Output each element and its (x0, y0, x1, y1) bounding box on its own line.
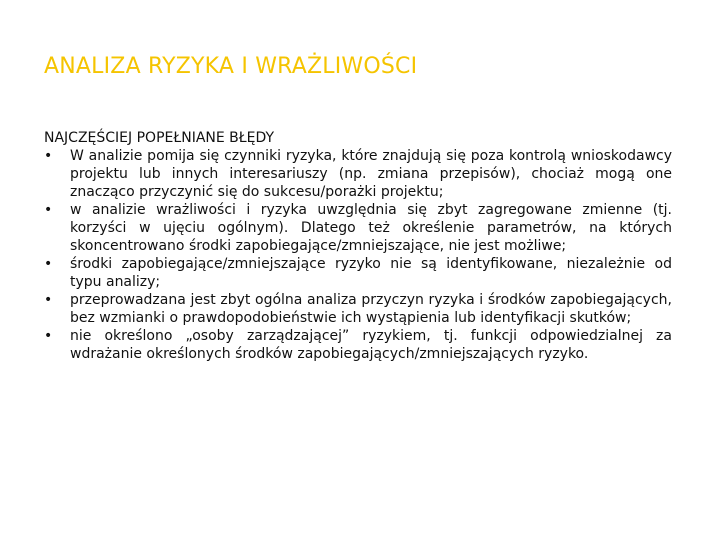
list-item-text: w analizie wrażliwości i ryzyka uwzględnia się zbyt zagregowane zmienne (tj. korzyści w ujęciu ogólnym). Dlatego też określenie parametrów, na których skoncentrowano środki zapobiegające/zmniejszające, nie jest możliwe; (70, 202, 672, 254)
list-item (44, 291, 672, 327)
section-heading: NAJCZĘŚCIEJ POPEŁNIANE BŁĘDY (44, 130, 275, 146)
list-item (44, 201, 672, 255)
list-item-text: przeprowadzana jest zbyt ogólna analiza przyczyn ryzyka i środków zapobiegających, bez wzmianki o prawdopodobieństwie ich wystąpienia lub identyfikacji skutków; (70, 292, 672, 326)
slide-content (44, 129, 672, 363)
error-list (44, 147, 672, 363)
list-item (44, 255, 672, 291)
bullet-icon: • (44, 148, 53, 164)
list-item (44, 147, 672, 201)
bullet-icon: • (44, 328, 53, 344)
list-item-text: nie określono „osoby zarządzającej” ryzykiem, tj. funkcji odpowiedzialnej za wdrażanie określonych środków zapobiegających/zmniejszających ryzyko. (70, 328, 672, 362)
bullet-icon: • (44, 292, 53, 308)
list-item-text: W analizie pomija się czynniki ryzyka, które znajdują się poza kontrolą wnioskodawcy projektu lub innych interesariuszy (np. zmiana przepisów), chociaż mogą one znacząco przyczynić się do sukcesu/porażki projektu; (70, 148, 672, 200)
bullet-icon: • (44, 256, 53, 272)
list-item-text: środki zapobiegające/zmniejszające ryzyko nie są identyfikowane, niezależnie od typu analizy; (70, 256, 672, 290)
slide-title: ANALIZA RYZYKA I WRAŻLIWOŚCI (44, 54, 418, 79)
list-item (44, 327, 672, 363)
bullet-icon: • (44, 202, 53, 218)
